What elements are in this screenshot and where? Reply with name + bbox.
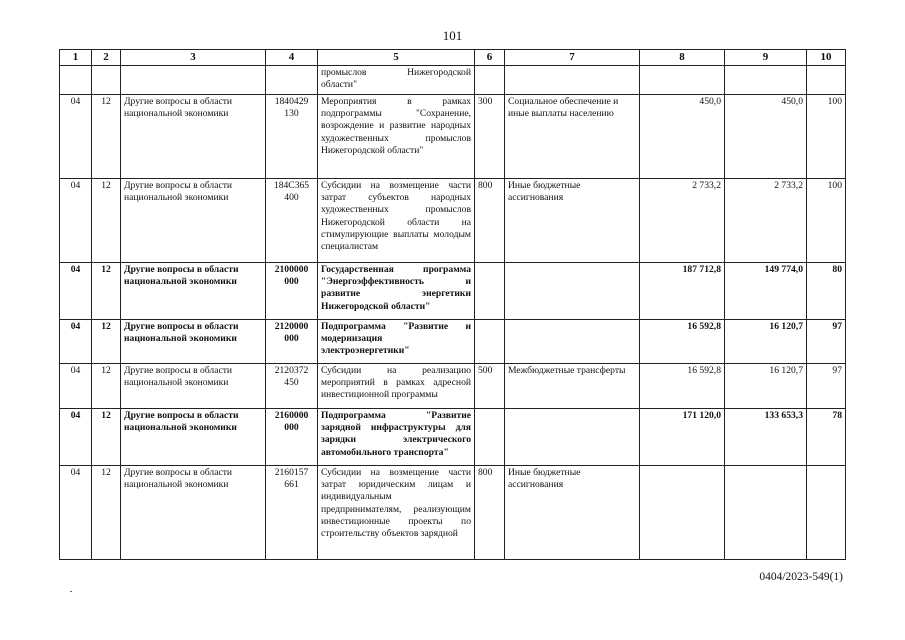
- cell-section-name: Другие вопросы в области национальной экономики: [121, 409, 266, 466]
- column-header: 7: [505, 50, 640, 66]
- cell-target-code: 1840429 130: [266, 95, 318, 179]
- cell-planned: [640, 66, 725, 95]
- cell-section: 04: [60, 263, 92, 320]
- cell-executed: [725, 66, 807, 95]
- cell-percent: 97: [807, 320, 846, 364]
- table-row: [60, 466, 846, 560]
- cell-section: 04: [60, 466, 92, 560]
- column-header: 6: [475, 50, 505, 66]
- cell-expense-type: Иные бюджетные ассигнования: [505, 466, 640, 560]
- cell-expense-type: [505, 320, 640, 364]
- cell-section-name: Другие вопросы в области национальной экономики: [121, 320, 266, 364]
- cell-expense-code: [475, 320, 505, 364]
- cell-section: [60, 66, 92, 95]
- column-header: 4: [266, 50, 318, 66]
- cell-expense-type: [505, 409, 640, 466]
- table-row: [60, 263, 846, 320]
- cell-section: 04: [60, 364, 92, 409]
- cell-section-name: Другие вопросы в области национальной экономики: [121, 179, 266, 263]
- cell-executed: 16 120,7: [725, 364, 807, 409]
- cell-section: 04: [60, 95, 92, 179]
- cell-planned: 187 712,8: [640, 263, 725, 320]
- cell-planned: 2 733,2: [640, 179, 725, 263]
- cell-description: Субсидии на реализацию мероприятий в рамках адресной инвестиционной программы: [318, 364, 475, 409]
- cell-expense-code: [475, 66, 505, 95]
- cell-executed: 149 774,0: [725, 263, 807, 320]
- cell-subsection: 12: [92, 409, 121, 466]
- cell-expense-code: 500: [475, 364, 505, 409]
- table-row: [60, 179, 846, 263]
- cell-executed: 450,0: [725, 95, 807, 179]
- cell-section-name: Другие вопросы в области национальной экономики: [121, 364, 266, 409]
- cell-percent: 78: [807, 409, 846, 466]
- cell-target-code: 2120372 450: [266, 364, 318, 409]
- cell-planned: [640, 466, 725, 560]
- table-row: [60, 409, 846, 466]
- scan-speck: [70, 591, 72, 592]
- column-header: 8: [640, 50, 725, 66]
- cell-planned: 16 592,8: [640, 320, 725, 364]
- cell-expense-type: [505, 263, 640, 320]
- table-row: [60, 364, 846, 409]
- cell-executed: 16 120,7: [725, 320, 807, 364]
- cell-target-code: 2120000 000: [266, 320, 318, 364]
- column-header: 2: [92, 50, 121, 66]
- cell-expense-type: [505, 66, 640, 95]
- cell-expense-code: 800: [475, 466, 505, 560]
- cell-expense-type: Иные бюджетные ассигнования: [505, 179, 640, 263]
- cell-description: Субсидии на возмещение части затрат субъектов народных художественных промыслов Нижегородской области на стимулирующие выплаты молодым специалистам: [318, 179, 475, 263]
- column-header: 3: [121, 50, 266, 66]
- cell-section: 04: [60, 409, 92, 466]
- cell-planned: 16 592,8: [640, 364, 725, 409]
- cell-subsection: 12: [92, 364, 121, 409]
- cell-planned: 171 120,0: [640, 409, 725, 466]
- cell-section-name: [121, 66, 266, 95]
- cell-section-name: Другие вопросы в области национальной экономики: [121, 263, 266, 320]
- cell-executed: 2 733,2: [725, 179, 807, 263]
- cell-expense-type: Межбюджетные трансферты: [505, 364, 640, 409]
- cell-subsection: 12: [92, 95, 121, 179]
- cell-description: промыслов Нижегородской области": [318, 66, 475, 95]
- cell-description: Субсидии на возмещение части затрат юридическим лицам и индивидуальным предпринимателям, реализующим инвестиционные проекты по строительству объектов зарядной: [318, 466, 475, 560]
- column-header: 1: [60, 50, 92, 66]
- cell-percent: [807, 466, 846, 560]
- cell-target-code: 2100000 000: [266, 263, 318, 320]
- cell-target-code: 2160000 000: [266, 409, 318, 466]
- cell-target-code: [266, 66, 318, 95]
- cell-executed: [725, 466, 807, 560]
- column-header: 9: [725, 50, 807, 66]
- cell-description: Подпрограмма "Развитие зарядной инфраструктуры для зарядки электрического автомобильного транспорта": [318, 409, 475, 466]
- cell-executed: 133 653,3: [725, 409, 807, 466]
- table-row: [60, 66, 846, 95]
- cell-section-name: Другие вопросы в области национальной экономики: [121, 95, 266, 179]
- header-row: [60, 50, 846, 66]
- table-row: [60, 95, 846, 179]
- cell-description: Подпрограмма "Развитие и модернизация электроэнергетики": [318, 320, 475, 364]
- budget-table: [59, 49, 846, 560]
- document-code: 0404/2023-549(1): [759, 571, 843, 583]
- cell-planned: 450,0: [640, 95, 725, 179]
- cell-target-code: 2160157 661: [266, 466, 318, 560]
- cell-subsection: 12: [92, 466, 121, 560]
- cell-expense-code: 300: [475, 95, 505, 179]
- cell-percent: 97: [807, 364, 846, 409]
- table-row: [60, 320, 846, 364]
- cell-subsection: 12: [92, 263, 121, 320]
- cell-subsection: 12: [92, 179, 121, 263]
- cell-subsection: 12: [92, 320, 121, 364]
- cell-expense-code: [475, 263, 505, 320]
- cell-section: 04: [60, 179, 92, 263]
- cell-percent: 80: [807, 263, 846, 320]
- column-header: 5: [318, 50, 475, 66]
- cell-percent: 100: [807, 179, 846, 263]
- page-number: 101: [442, 28, 463, 43]
- cell-target-code: 184С365 400: [266, 179, 318, 263]
- cell-description: Мероприятия в рамках подпрограммы "Сохранение, возрождение и развитие народных художественных промыслов Нижегородской области": [318, 95, 475, 179]
- cell-section-name: Другие вопросы в области национальной экономики: [121, 466, 266, 560]
- cell-expense-code: [475, 409, 505, 466]
- cell-description: Государственная программа "Энергоэффективность и развитие энергетики Нижегородской области": [318, 263, 475, 320]
- cell-expense-code: 800: [475, 179, 505, 263]
- cell-expense-type: Социальное обеспечение и иные выплаты населению: [505, 95, 640, 179]
- cell-section: 04: [60, 320, 92, 364]
- cell-percent: 100: [807, 95, 846, 179]
- cell-subsection: [92, 66, 121, 95]
- column-header: 10: [807, 50, 846, 66]
- cell-percent: [807, 66, 846, 95]
